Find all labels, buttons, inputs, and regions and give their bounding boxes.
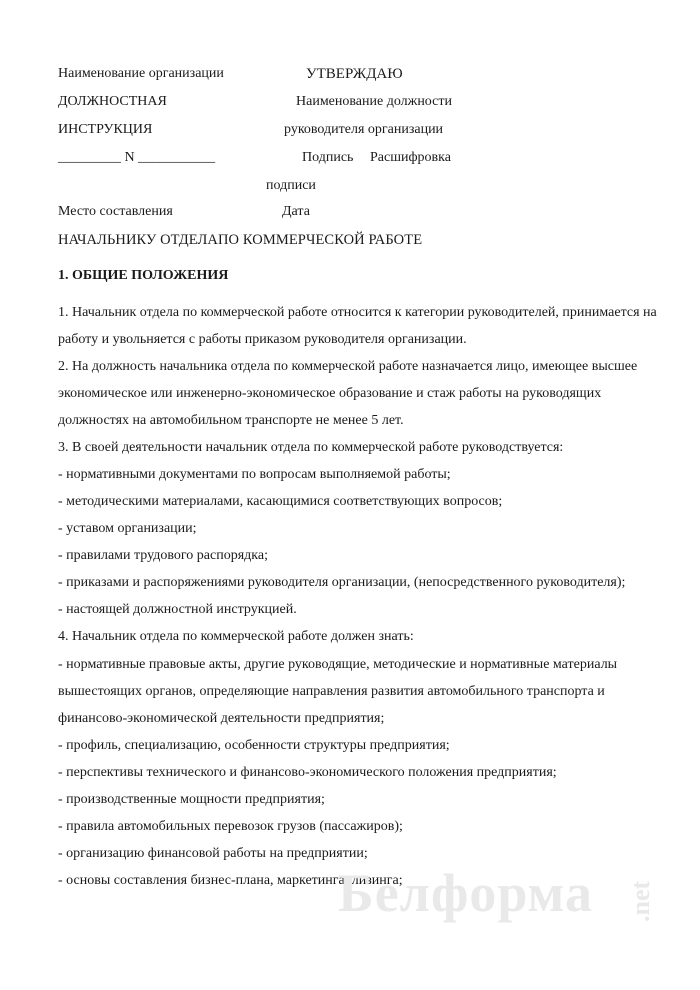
body-line: работу и увольняется с работы приказом руководителя организации. bbox=[58, 332, 467, 347]
org-name-label: Наименование организации bbox=[58, 66, 224, 81]
head-of-org-label: руководителя организации bbox=[284, 122, 444, 137]
body-line: должностях на автомобильном транспорте не менее 5 лет. bbox=[58, 413, 404, 428]
body-line: вышестоящих органов, определяющие направления развития автомобильного транспорта и bbox=[58, 684, 605, 699]
watermark-logo: Белформа bbox=[338, 863, 593, 923]
body-line: - настоящей должностной инструкцией. bbox=[58, 602, 297, 617]
document-number-line: _________ N ___________ bbox=[58, 150, 216, 165]
body-line: - методическими материалами, касающимися соответствующих вопросов; bbox=[58, 494, 503, 509]
body-line: - правила автомобильных перевозок грузов (пассажиров); bbox=[58, 819, 403, 834]
doc-type-line-1: ДОЛЖНОСТНАЯ bbox=[58, 94, 167, 109]
body-line: - производственные мощности предприятия; bbox=[58, 792, 325, 807]
body-line: - основы составления бизнес-плана, маркетинга, лизинга; bbox=[58, 873, 403, 888]
doc-type-line-2: ИНСТРУКЦИЯ bbox=[58, 122, 153, 137]
signature-label: Подпись bbox=[302, 150, 354, 165]
body-line: - правилами трудового распорядка; bbox=[58, 548, 268, 563]
watermark-suffix: .net bbox=[626, 880, 655, 922]
body-line: экономическое или инженерно-экономическое образование и стаж работы на руководящих bbox=[58, 386, 602, 401]
body-line: - перспективы технического и финансово-экономического положения предприятия; bbox=[58, 765, 557, 780]
position-name-label: Наименование должности bbox=[296, 94, 452, 109]
decoding-label: Расшифровка bbox=[370, 150, 451, 165]
body-line: - организацию финансовой работы на предприятии; bbox=[58, 846, 368, 861]
body-line: - нормативные правовые акты, другие руководящие, методические и нормативные материалы bbox=[58, 657, 618, 672]
body-line: финансово-экономической деятельности предприятия; bbox=[58, 711, 385, 726]
body-line: 1. Начальник отдела по коммерческой работе относится к категории руководителей, принимается на bbox=[58, 305, 657, 320]
body-line: - профиль, специализацию, особенности структуры предприятия; bbox=[58, 738, 450, 753]
approve-label: УТВЕРЖДАЮ bbox=[306, 66, 403, 82]
body-line: - приказами и распоряжениями руководителя организации, (непосредственного руководителя); bbox=[58, 575, 626, 590]
signatures-label: подписи bbox=[266, 178, 316, 193]
body-line: 2. На должность начальника отдела по коммерческой работе назначается лицо, имеющее высшее bbox=[58, 359, 638, 374]
body-line: 3. В своей деятельности начальник отдела по коммерческой работе руководствуется: bbox=[58, 440, 564, 455]
date-label: Дата bbox=[282, 204, 310, 219]
section-1-heading: 1. ОБЩИЕ ПОЛОЖЕНИЯ bbox=[58, 268, 229, 283]
place-label: Место составления bbox=[58, 204, 173, 219]
body-line: 4. Начальник отдела по коммерческой работе должен знать: bbox=[58, 629, 414, 644]
document-title: НАЧАЛЬНИКУ ОТДЕЛАПО КОММЕРЧЕСКОЙ РАБОТЕ bbox=[58, 232, 423, 248]
body-line: - уставом организации; bbox=[58, 521, 197, 536]
body-line: - нормативными документами по вопросам выполняемой работы; bbox=[58, 467, 451, 482]
